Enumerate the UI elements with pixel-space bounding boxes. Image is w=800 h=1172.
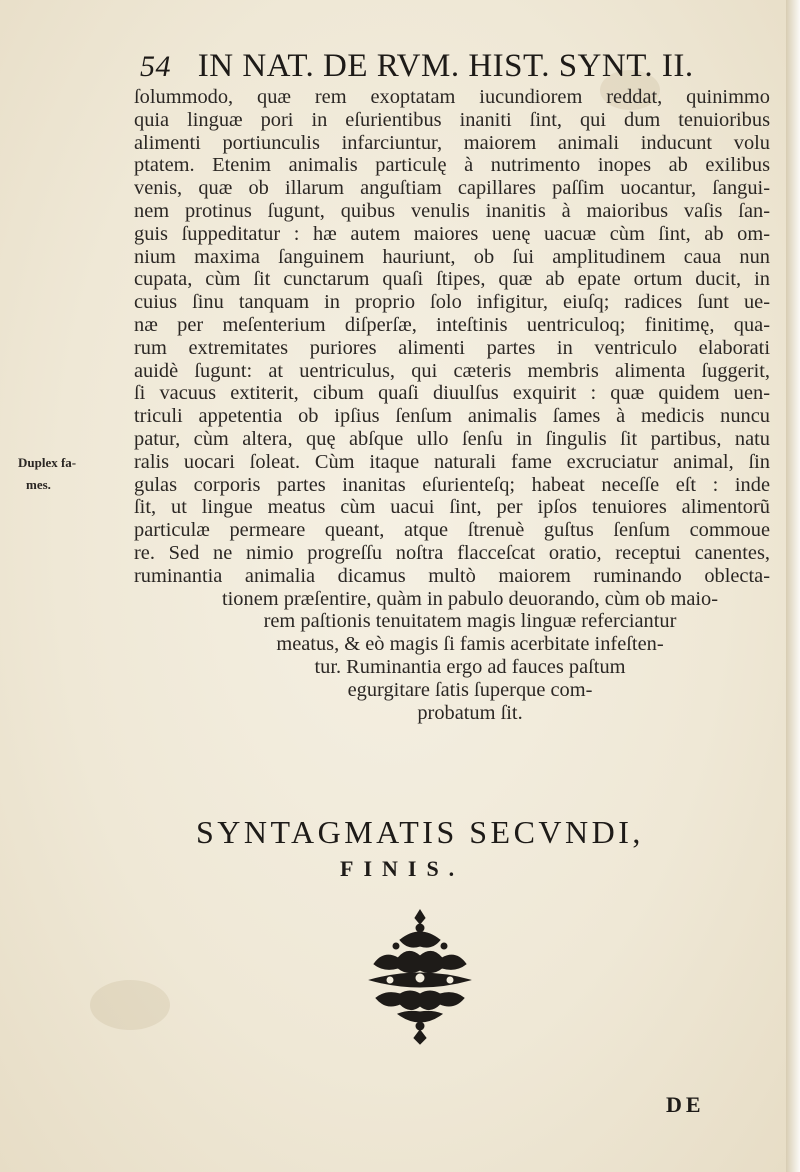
text-line: ruminantia animalia dicamus multò maiorem ruminando oblecta- [134,564,770,587]
marginal-note-line: mes. [26,477,51,492]
text-line: patur, cùm altera, quę abſque ullo ſenſu in ſingulis ſit partibus, natu [134,427,770,450]
text-line: tur. Ruminantia ergo ad fauces paſtum [314,655,626,678]
text-line: ſit, ut lingue meatus cùm uacui ſint, per ipſos tenuiores alimentorũ [134,496,770,519]
text-line: cupata, cùm ſit cunctarum quaſi ſtipes, quæ ab epate ortum ducit, in [134,268,770,291]
text-line: particulæ permeare queant, atque ſtrenuè guſtus ſenſum commoue [134,519,770,542]
text-line: rum extremitates puriores alimenti partes in ventriculo elaborati [134,336,770,359]
text-line: tionem præſentire, quàm in pabulo deuorando, cùm ob maio- [221,587,719,610]
text-line: re. Sed ne nimio progreſſu noſtra flacceſcat oratio, receptui canentes, [134,541,770,564]
text-line: gulas corporis partes inanitas eſurienteſq; habeat neceſſe eſt : inde [134,473,770,496]
text-line: egurgitare ſatis ſuperque com- [347,678,593,701]
text-line: rem paſtionis tenuitatem magis linguæ referciantur [263,610,677,633]
colophon-title: SYNTAGMATIS SECVNDI, [196,814,644,850]
text-line: triculi appetentia ob ipſius ſenſum animalis ſames à medicis nuncu [134,405,770,428]
body-text [134,86,770,724]
text-line: ſi vacuus extiterit, cibum quaſi diuulſus exquirit : quæ quidem uen- [134,382,770,405]
text-line: cuius ſinu tanquam in proprio ſolo infigitur, eiuſq; radices ſunt ue- [134,291,770,314]
text-line: nium maxima ſanguinem hauriunt, ob ſui amplitudinem caua nun [134,245,770,268]
page-edge [786,0,800,1172]
text-line: ſolummodo, quæ rem exoptatam iucundiorem reddat, quinimmo [134,86,770,108]
marginal-note-line: Duplex fa- [18,455,77,470]
text-line: ralis uocari ſoleat. Cùm itaque naturali fame excruciatur animal, ſin [134,450,770,473]
text-line: probatum ſit. [417,701,523,724]
text-line: guis ſuppeditatur : hæ autem maiores uenę uacuæ cùm ſint, ab om- [134,222,770,245]
paper-stain [90,980,170,1030]
printers-ornament-icon [350,906,490,1046]
text-line: venis, quæ ob illarum anguſtiam capillares paſſim uocantur, ſangui- [134,177,770,200]
text-line: ptatem. Etenim animalis particulę à nutrimento inopes ab exilibus [134,154,770,177]
text-line: nem protinus ſugunt, quibus venulis inanitis à maioribus vaſis ſan- [134,199,770,222]
page-number: 54 [140,50,171,83]
catchword: DE [666,1092,705,1117]
running-title: IN NAT. DE RVM. HIST. SYNT. II. [197,48,694,84]
text-line: meatus, & eò magis ſi famis acerbitate infeſten- [276,633,664,656]
running-head [140,48,700,85]
text-line: næ per meſenterium diſperſæ, inteſtinis uentriculoq; finitimę, qua- [134,313,770,336]
finis-label: FINIS. [340,856,465,881]
text-line: auidè ſugunt: at uentriculus, qui cæteris membris alimenta ſuggerit, [134,359,770,382]
marginal-note [18,452,128,496]
text-line: quia linguæ pori in eſurientibus inaniti ſint, qui dum tenuioribus [134,108,770,131]
text-line: alimenti portiunculis infarciuntur, maiorem animali inducunt volu [134,131,770,154]
